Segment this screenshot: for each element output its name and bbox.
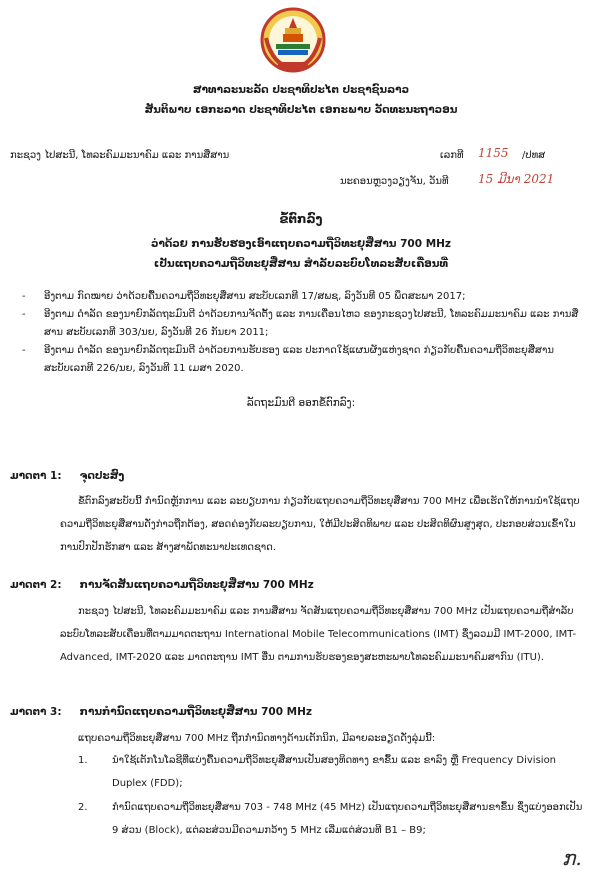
national-emblem-icon: [258, 4, 328, 74]
page-initials: ກ.: [562, 846, 582, 870]
reference-text: ອີງຕາມ ກົດໝາຍ ວ່າດ້ວຍຄື້ນຄວາມຖີ່ວິທະຍຸສື່ສານ ສະບັບເລກທີ 17/ສພຊ, ລົງວັນທີ 05 ພຶດສະພາ 2017;: [44, 291, 466, 302]
reference-dash: -: [22, 345, 26, 356]
article-title: ການກໍານົດແຖບຄວາມຖີ່ວິທະຍຸສື່ສານ 700 MHz: [79, 706, 312, 718]
country-name: ສາທາລະນະລັດ ປະຊາທິປະໄຕ ປະຊາຊົນລາວ: [192, 84, 410, 96]
article-number: ມາດຕາ 1:: [10, 470, 62, 482]
list-item-number: 1.: [78, 755, 88, 766]
issuing-ministry: ກະຊວງ ໄປສະນີ, ໂທລະຄົມມະນາຄົມ ແລະ ການສື່ສານ: [10, 150, 230, 161]
decides-heading: ລັດຖະມົນຕີ ອອກຂໍ້ຕົກລົງ:: [246, 397, 356, 409]
document-type: ຂໍ້ຕົກລົງ: [279, 212, 323, 226]
doc-number-suffix: /ປທສ: [522, 150, 546, 161]
list-item-text: ນໍາໃຊ້ເຕັກໂນໂລຊີທີ່ແບ່ງຄື້ນຄວາມຖີ່ວິທະຍຸສື່ສານເປັນສອງທິດທາງ ຂາຂຶ້ນ ແລະ ຂາລົງ ຫຼື Frequency Division Duplex (FDD);: [112, 755, 557, 789]
article-2-body: ກະຊວງ ໄປສະນີ, ໂທລະຄົມມະນາຄົມ ແລະ ການສື່ສານ ຈັດສັນແຖບຄວາມຖີ່ວິທະຍຸສື່ສານ 700 MHz ເປັນແຖບຄວາມຖີ່ສໍາລັບລະບົບໂທລະສັບເຄື່ອນທີ່ຕາມມາດຕະຖານ International Mobile Telecommunications (IMT) ຊຶ່ງລວມມີ IMT-2000, IMT-Advanced, IMT-2020 ແລະ ມາດຕະຖານ IMT ອື່ນ ຕາມການຮັບຮອງຂອງສະຫະພາບໂທລະຄົມມະນາຄົມສາກົນ (ITU).: [60, 606, 577, 663]
article-3-body: ແຖບຄວາມຖີ່ວິທະຍຸສື່ສານ 700 MHz ຖືກກໍານົດທາງດ້ານເຕັກນິກ, ມີລາຍລະອຽດດັ່ງລຸ່ມນີ້:: [78, 733, 436, 744]
reference-dash: -: [22, 291, 26, 302]
national-motto: ສັນຕິພາບ ເອກະລາດ ປະຊາທິປະໄຕ ເອກະພາບ ວັດທະນະຖາວອນ: [144, 104, 458, 116]
reference-dash: -: [22, 309, 26, 320]
subject-line-1: ວ່າດ້ວຍ ການຮັບຮອງເອົາແຖບຄວາມຖີ່ວິທະຍຸສື່ສານ 700 MHz: [150, 238, 452, 250]
doc-date-handwritten: 15 ມີນາ 2021: [478, 172, 555, 186]
reference-text: ອີງຕາມ ດໍາລັດ ຂອງນາຍົກລັດຖະມົນຕີ ວ່າດ້ວຍການຮັບຮອງ ແລະ ປະກາດໃຊ້ແຜນຜັງແຫ່ງຊາດ ກ່ຽວກັບຄື້ນຄວາມຖີ່ວິທະຍຸສື່ສານ ສະບັບເລກທີ 226/ນຍ, ລົງວັນທີ 11 ເມສາ 2020.: [44, 345, 554, 374]
reference-text: ອີງຕາມ ດໍາລັດ ຂອງນາຍົກລັດຖະມົນຕີ ວ່າດ້ວຍການຈັດຕັ້ງ ແລະ ການເຄື່ອນໄຫວ ຂອງກະຊວງໄປສະນີ, ໂທລະຄົມມະນາຄົມ ແລະ ການສື່ສານ ສະບັບເລກທີ 303/ນຍ, ລົງວັນທີ 26 ກັນຍາ 2011;: [44, 309, 579, 338]
reference-item: [22, 288, 582, 306]
doc-number-label: ເລກທີ: [440, 150, 464, 161]
subject-line-2: ເປັນແຖບຄວາມຖີ່ວິທະຍຸສື່ສານ ສໍາລັບລະບົບໂທລະສັບເຄື່ອນທີ່: [153, 258, 449, 270]
list-item: [78, 796, 588, 842]
article-title: ຈຸດປະສົງ: [79, 470, 125, 482]
article-3-heading: [10, 706, 312, 718]
city-date-label: ນະຄອນຫຼວງວຽງຈັນ, ວັນທີ: [340, 176, 449, 187]
article-number: ມາດຕາ 3:: [10, 706, 62, 718]
article-1-body: ຂໍ້ຕົກລົງສະບັບນີ້ ກໍານົດຫຼັກການ ແລະ ລະບຽບການ ກ່ຽວກັບແຖບຄວາມຖີ່ວິທະຍຸສື່ສານ 700 MHz ເພື່ອເຮັດໃຫ້ການນໍາໃຊ້ແຖບຄວາມຖີ່ວິທະຍຸສື່ສານດັ່ງກ່າວຖືກຕ້ອງ, ສອດຄ່ອງກັບລະບຽບການ, ໃຫ້ມີປະສິດທິພາບ ແລະ ປະສິດທິຜົນສູງສຸດ, ປະກອບສ່ວນເຂົ້າໃນການປົກປັກຮັກສາ ແລະ ສ້າງສາພັດທະນາປະເທດຊາດ.: [60, 496, 580, 553]
doc-number-handwritten: 1155: [478, 146, 509, 160]
reference-item: [22, 342, 582, 378]
article-1-heading: [10, 470, 124, 482]
article-title: ການຈັດສັນແຖບຄວາມຖີ່ວິທະຍຸສື່ສານ 700 MHz: [79, 579, 314, 591]
article-number: ມາດຕາ 2:: [10, 579, 62, 591]
list-item-number: 2.: [78, 802, 88, 813]
list-item: [78, 749, 588, 795]
reference-item: [22, 306, 582, 342]
list-item-text: ກໍານົດແຖບຄວາມຖີ່ວິທະຍຸສື່ສານ 703 - 748 MHz (45 MHz) ເປັນແຖບຄວາມຖີ່ວິທະຍຸສື່ສານຂາຂຶ້ນ ຊຶ່ງແບ່ງອອກເປັນ 9 ສ່ວນ (Block), ແຕ່ລະສ່ວນມີຄວາມກວ້າງ 5 MHz ເລີ່ມແຕ່ສ່ວນທີ B1 – B9;: [112, 802, 583, 836]
article-2-heading: [10, 579, 314, 591]
